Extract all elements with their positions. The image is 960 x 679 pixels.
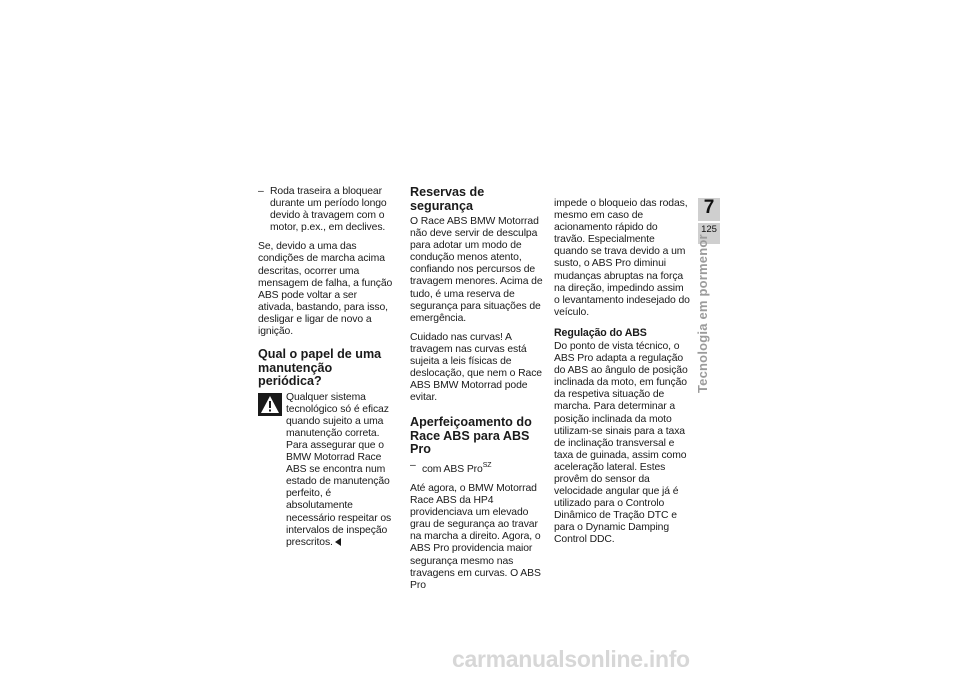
dash-bullet: – (410, 459, 416, 471)
list-item-text: com ABS Pro (422, 463, 483, 475)
column-3 (554, 198, 690, 554)
column-1 (258, 186, 394, 549)
paragraph: Se, devido a uma das condições de marcha acima descritas, ocorrer uma mensagem de falha, a função ABS pode voltar a ser ativada, bastando, para isso, desligar e ligar de novo a ignição. (258, 241, 393, 338)
warning-triangle-icon (258, 393, 282, 416)
list-item (258, 186, 394, 234)
page-number: 125 (701, 224, 717, 235)
paragraph: Do ponto de vista técnico, o ABS Pro adapta a regulação do ABS ao ângulo de posição inclinada da moto, em função da respetiva situação de marcha. Para determinar a posição inclinada da moto utilizam-se sinais para a taxa de inclinação transversal e taxa de guinada, assim como aceleração lateral. Estes provêm do sensor da velocidade angular que já é utilizado para o Controlo Dinâmico de Tração DTC e para o Dynamic Damping Control DDC. (554, 340, 688, 546)
end-of-section-icon (335, 538, 341, 546)
list-item-text: Roda traseira a bloquear durante um período longo devido à travagem com o motor, p.ex., em declives. (270, 186, 387, 234)
paragraph: Cuidado nas curvas! A travagem nas curvas está sujeita a leis físicas de deslocação, que nem o Race ABS BMW Motorrad pode evitar. (410, 331, 542, 404)
paragraph: impede o bloqueio das rodas, mesmo em caso de acionamento rápido do travão. Especialmente quando se trava devido a um susto, o ABS Pro diminui mudanças abruptas na força na direção, impedindo assim o levantamento indesejado do veículo. (554, 198, 690, 318)
paragraph: O Race ABS BMW Motorrad não deve servir de desculpa para adotar um modo de condução menos atento, confiando nos percursos de travagem menores. Acima de tudo, é uma reserva de segurança para situações de emergência. (410, 216, 543, 324)
list-item (410, 460, 545, 476)
superscript-code: SZ (482, 461, 492, 469)
subsection-heading: Regulação do ABS (554, 326, 647, 339)
dash-bullet: – (258, 186, 264, 197)
warning-text: Qualquer sistema tecnológico só é eficaz quando sujeito a uma manutenção correta. Para assegurar que o BMW Motorrad Race ABS se encontra num estado de manutenção perfeito, é absolutamente necessário respeitar os intervalos de inspeção prescritos. (286, 391, 392, 548)
warning-block (258, 392, 394, 549)
chapter-divider (698, 221, 720, 223)
chapter-title: Tecnologia em pormenor (695, 234, 710, 393)
watermark: carmanualsonline.info (452, 646, 690, 672)
section-heading: Aperfeiçoamento do Race ABS para ABS Pro (410, 415, 532, 457)
chapter-number: 7 (703, 197, 715, 218)
section-heading: Reservas de segurança (410, 185, 485, 213)
column-2 (410, 185, 545, 599)
section-heading: Qual o papel de uma manutenção periódica? (258, 347, 382, 389)
paragraph: Até agora, o BMW Motorrad Race ABS da HP4 providenciava um elevado grau de segurança ao travar na marcha a direito. Agora, o ABS Pro providencia maior segurança mesmo nas travagens em curvas. O ABS Pro (410, 483, 541, 591)
